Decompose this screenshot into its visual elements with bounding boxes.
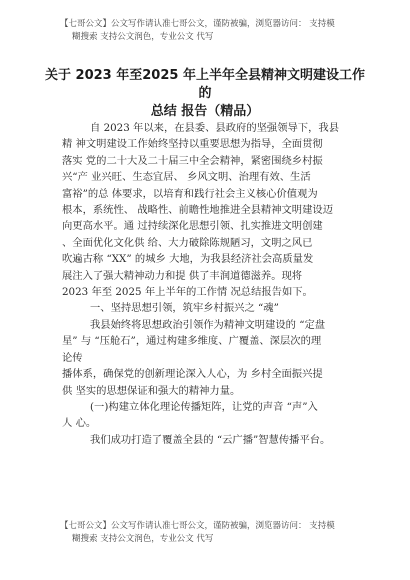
header-watermark-note [60,18,360,44]
section-1-line: 播体系，确保党的创新理论深入人心，为 乡村全面振兴提 [62,368,323,381]
footer-note-line-1: 【七哥公文】公文写作请认准七哥公文，谨防被骗，浏览器访问： 支持模 [60,521,335,531]
footer-note-line-2: 糊搜索 支持公文润色，专业公文 代写 [72,534,214,544]
footer-watermark-note [60,520,360,546]
subsection-1-heading [62,399,350,432]
header-note-line-1: 【七哥公文】公文写作请认准七哥公文，谨防被骗，浏览器访问： 支持模 [60,19,335,29]
section-1-paragraph [62,317,350,399]
last-paragraph [62,432,350,448]
section-1-heading-text: 一、坚持思想引领，筑牢乡村振兴之 “魂” [90,302,279,315]
section-1-line: 论传 [62,351,83,364]
section-1-heading [62,300,350,316]
intro-line: 、全面优化文化供 给、大力破除陈规陋习，文明之风已 [62,236,313,249]
intro-line: 自 2023 年以来，在县委、县政府的坚强领导下，我县 [90,122,339,134]
section-1-line: 星” 与 “压舱石”，通过构建多维度、广覆盖、深层次的理 [62,335,322,348]
last-line: 我们成功打造了覆盖全县的 “云广播”智慧传播平台。 [90,433,331,446]
intro-line: 吹遍古称 “XX” 的城乡 大地，为我县经济社会高质量发 [62,253,314,266]
intro-line: 落实 党的二十大及二十届三中全会精神，紧密围绕乡村振 [62,154,323,167]
title-line-1: 关于 2023 年至2025 年上半年全县精神文明建设工作的 [45,68,365,101]
subsection-1-line: (一)构建立体化理论传播矩阵，让党的声音 “声”入 [90,400,318,413]
section-1-line: 我县始终将思想政治引领作为精神文明建设的 “定盘 [90,318,326,331]
intro-paragraph [62,120,350,300]
intro-line: 兴“产 业兴旺、生态宜居、 乡风文明、治理有效、生活 [62,171,311,184]
header-note-line-2: 糊搜索 支持公文润色，专业公文 代写 [72,32,214,42]
document-body [62,120,350,448]
intro-line: 2023 年至 2025 年上半年的工作情 况总结报告如下。 [62,286,313,299]
section-1-line: 供 坚实的思想保证和强大的精神力量。 [62,384,241,397]
intro-line: 向更高水平。通 过持续深化思想引领、扎实推进文明创建 [62,220,323,233]
title-line-2: 总结 报告（精品） [150,104,260,119]
intro-line: 根本，系统性、 战略性、前瞻性地推进全县精神文明建设迈 [62,204,333,217]
intro-line: 富裕”的总 体要求，以培育和践行社会主义核心价值观为 [62,187,318,200]
intro-line: 展注入了强大精神动力和提 供了丰润道德滋养。现将 [62,269,303,282]
subsection-1-line: 人 心。 [62,417,97,430]
document-title [40,67,370,121]
intro-line: 精 神文明建设工作始终坚持以重要思想为指导，全面贯彻 [62,138,323,151]
